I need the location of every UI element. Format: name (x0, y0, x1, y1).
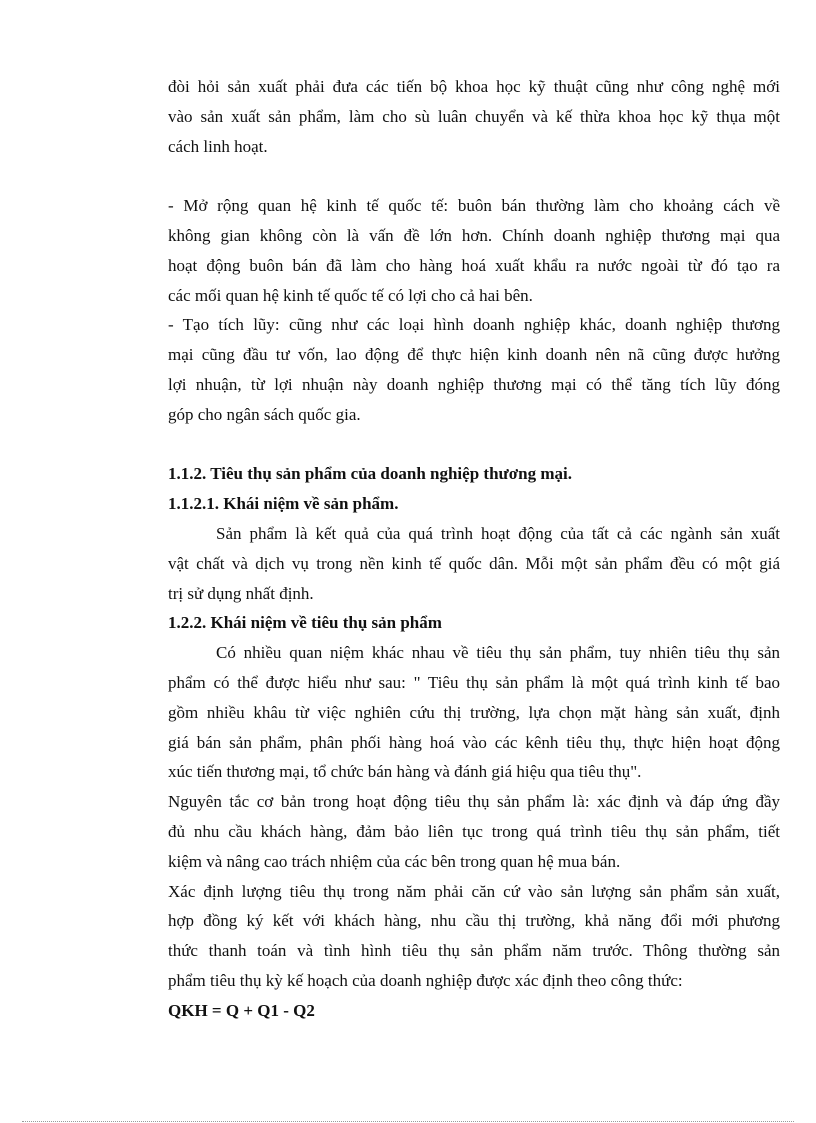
paragraph-accumulation (168, 310, 780, 429)
paragraph-technology (168, 72, 780, 161)
text-line: - Tạo tích lũy: cũng như các loại hình doanh nghiệp khác, doanh nghiệp thương (168, 315, 780, 335)
text-line: xúc tiến thương mại, tổ chức bán hàng và đánh giá hiệu qua tiêu thụ". (168, 762, 642, 782)
text-line: đòi hỏi sản xuất phải đưa các tiến bộ khoa học kỹ thuật cũng như công nghệ mới (168, 77, 780, 96)
text-line: Xác định lượng tiêu thụ trong năm phải căn cứ vào sản lượng sản phẩm sản xuất, (168, 881, 780, 901)
text-line: thức thanh toán và tình hình tiêu thụ sản phẩm năm trước. Thông thường sản (168, 941, 780, 961)
paragraph-product-definition (168, 519, 780, 608)
text-line: góp cho ngân sách quốc gia. (168, 404, 361, 424)
text-line: mại cũng đầu tư vốn, lao động để thực hiện kinh doanh nên nã cũng được hưởng (168, 345, 780, 365)
page-bottom-border (22, 1121, 794, 1122)
text-line: kiệm và nâng cao trách nhiệm của các bên trong quan hệ mua bán. (168, 851, 621, 871)
text-line: giá bán sản phẩm, phân phối hàng hoá vào các kênh tiêu thụ, thực hiện hoạt động (168, 732, 780, 752)
subsection-heading: 1.2.2. Khái niệm về tiêu thụ sản phẩm (168, 613, 442, 633)
paragraph-spacer (168, 161, 780, 191)
paragraph-principles (168, 787, 780, 876)
text-line: vào sản xuất sản phẩm, làm cho sù luân chuyển và kế thừa khoa học kỹ thụa một (168, 106, 780, 126)
text-line: trị sử dụng nhất định. (168, 583, 314, 603)
text-line: hợp đồng ký kết với khách hàng, nhu cầu thị trường, khả năng đổi mới phương (168, 911, 780, 931)
text-line: Có nhiều quan niệm khác nhau về tiêu thụ sản phẩm, tuy nhiên tiêu thụ sản (216, 643, 780, 663)
section-heading: 1.1.2. Tiêu thụ sản phẩm của doanh nghiệp thương mại. (168, 464, 572, 484)
text-line: vật chất và dịch vụ trong nền kinh tế quốc dân. Mỗi một sản phẩm đều có một giá (168, 553, 780, 573)
text-line: lợi nhuận, từ lợi nhuận này doanh nghiệp thương mại có thể tăng tích lũy đóng (168, 374, 780, 394)
text-line: phẩm tiêu thụ kỳ kế hoạch của doanh nghiệp được xác định theo công thức: (168, 970, 683, 990)
text-line: Nguyên tắc cơ bản trong hoạt động tiêu thụ sản phẩm là: xác định và đáp ứng đầy (168, 792, 780, 812)
text-line: phẩm có thể được hiểu như sau: " Tiêu thụ sản phẩm là một quá trình kinh tế bao (168, 672, 780, 692)
paragraph-volume-determination (168, 877, 780, 996)
document-page (168, 72, 780, 1026)
paragraph-international-relations (168, 191, 780, 310)
text-line: không gian không còn là vấn đề lớn hơn. Chính doanh nghiệp thương mại qua (168, 225, 780, 245)
text-line: Sản phẩm là kết quả của quá trình hoạt động của tất cả các ngành sản xuất (216, 523, 780, 543)
text-line: gồm nhiều khâu từ việc nghiên cứu thị trường, lựa chọn mặt hàng sản xuất, định (168, 702, 780, 722)
text-line: hoạt động buôn bán đã làm cho hàng hoá xuất khẩu ra nước ngoài từ đó tạo ra (168, 255, 780, 275)
formula: QKH = Q + Q1 - Q2 (168, 1000, 315, 1020)
text-line: cách linh hoạt. (168, 136, 268, 156)
text-line: - Mở rộng quan hệ kinh tế quốc tế: buôn bán thường làm cho khoảng cách về (168, 196, 780, 216)
text-line: các mối quan hệ kinh tế quốc tế có lợi cho cả hai bên. (168, 285, 533, 305)
paragraph-consumption-definition (168, 638, 780, 787)
subsection-heading: 1.1.2.1. Khái niệm về sản phẩm. (168, 494, 399, 514)
paragraph-spacer (168, 430, 780, 460)
text-line: đủ nhu cầu khách hàng, đảm bảo liên tục trong quá trình tiêu thụ sản phẩm, tiết (168, 821, 780, 841)
